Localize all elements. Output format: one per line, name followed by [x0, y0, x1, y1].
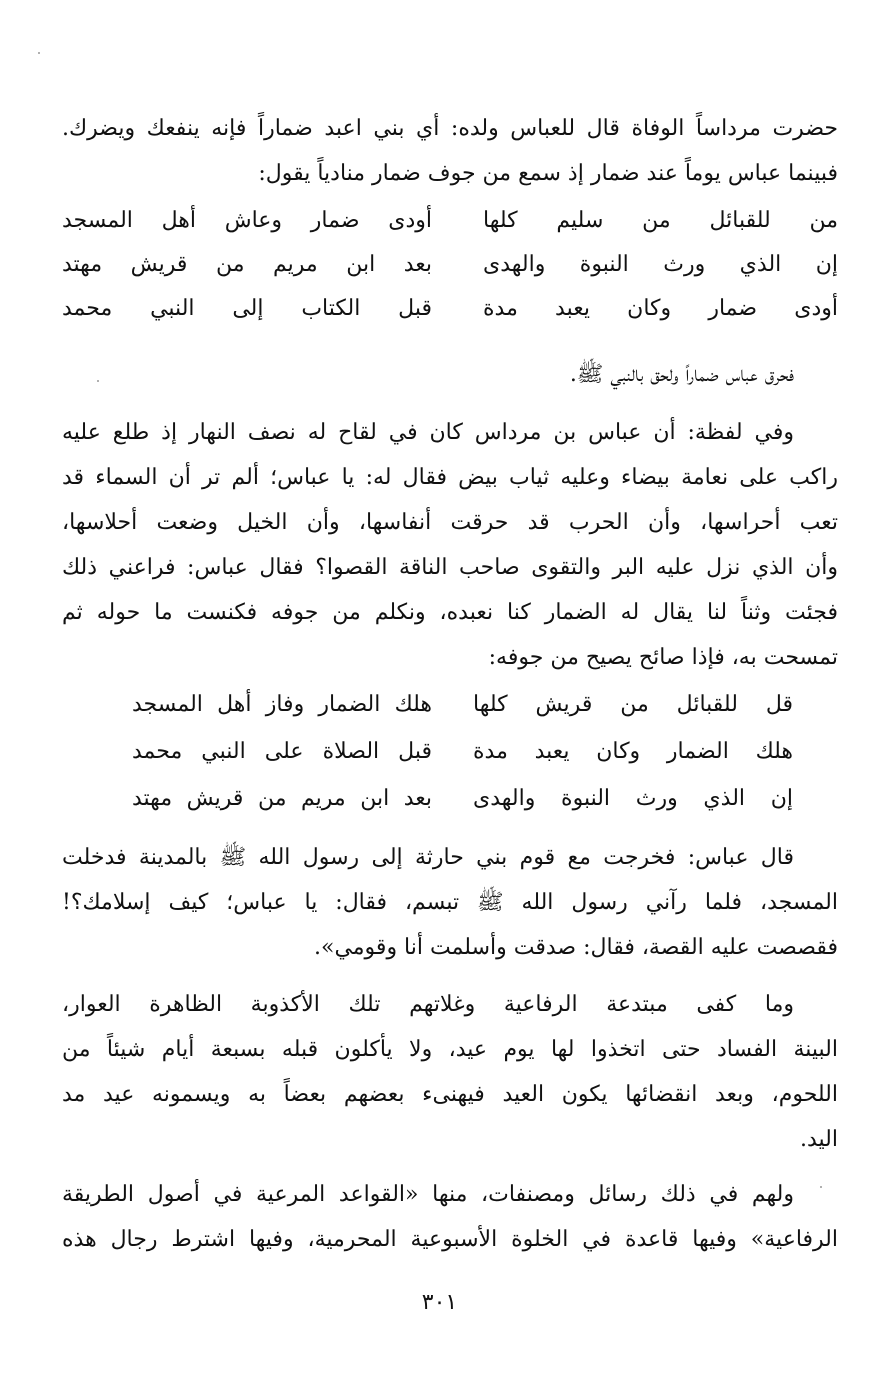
poem-verse	[62, 208, 838, 252]
verse-first-hemistich: من للقبائل من سليم كلها	[483, 208, 838, 233]
text-line: تمسحت به، فإذا صائح يصيح من جوفه:	[488, 645, 838, 670]
verse-second-hemistich: هلك الضمار وفاز أهل المسجد	[132, 692, 432, 717]
poem-verse	[62, 739, 838, 786]
poem-verse	[62, 296, 838, 340]
verse-second-hemistich: بعد ابن مريم من قريش مهتد	[132, 786, 432, 811]
text-line: فحرق عباس ضماراً ولحق بالنبي ﷺ.	[569, 362, 794, 387]
text-line: راكب على نعامة بيضاء وعليه ثياب بيض فقال له: يا عباس؛ ألم تر أن السماء قد	[62, 465, 838, 490]
poem-verse	[62, 692, 838, 739]
text-line: الرفاعية» وفيها قاعدة في الخلوة الأسبوعية المحرمية، وفيها اشترط رجال هذه	[62, 1227, 838, 1252]
text-line: فجئت وثناً لنا يقال له الضمار كنا نعبده، ونكلم من جوفه فكنست ما حوله ثم	[62, 600, 838, 625]
paragraph-1	[62, 106, 838, 196]
text-line: البينة الفساد حتى اتخذوا لها يوم عيد، ولا يأكلون قبله بسبعة أيام شيئاً من	[62, 1037, 838, 1062]
text-line: قال عباس: فخرجت مع قوم بني حارثة إلى رسول الله ﷺ بالمدينة فدخلت	[62, 845, 794, 870]
verse-first-hemistich: إن الذي ورث النبوة والهدى	[483, 252, 838, 277]
text-line: فقصصت عليه القصة، فقال: صدقت وأسلمت أنا وقومي».	[313, 935, 838, 960]
poem-verse	[62, 252, 838, 296]
text-line: ولهم في ذلك رسائل ومصنفات، منها «القواعد المرعية في أصول الطريقة	[62, 1182, 794, 1207]
verse-second-hemistich: أودى ضمار وعاش أهل المسجد	[62, 208, 432, 233]
text-line: المسجد، فلما رآني رسول الله ﷺ تبسم، فقال: يا عباس؛ كيف إسلامك؟!	[62, 890, 838, 915]
text-line: وفي لفظة: أن عباس بن مرداس كان في لقاح له نصف النهار إذ طلع عليه	[62, 420, 794, 445]
text-line: فبينما عباس يوماً عند ضمار إذ سمع من جوف ضمار منادياً يقول:	[258, 161, 838, 186]
text-line: حضرت مرداساً الوفاة قال للعباس ولده: أي بني اعبد ضماراً فإنه ينفعك ويضرك.	[62, 116, 838, 141]
paragraph-3	[62, 835, 838, 970]
scan-speck	[97, 380, 99, 382]
page-number: ٣٠١	[421, 1290, 458, 1315]
text-line: تعب أحراسها، وأن الحرب قد حرقت أنفاسها، وأن الخيل وضعت أحلاسها،	[62, 510, 838, 535]
paragraph-5	[62, 1172, 838, 1262]
verse-second-hemistich: قبل الصلاة على النبي محمد	[132, 739, 432, 764]
verse-first-hemistich: هلك الضمار وكان يعبد مدة	[473, 739, 793, 764]
text-line: اليد.	[800, 1127, 838, 1152]
text-line: اللحوم، وبعد انقضائها يكون العيد فيهنىء بعضهم بعضاً به ويسمونه عيد مد	[62, 1082, 838, 1107]
scan-speck	[820, 1186, 822, 1188]
text-line: وما كفى مبتدعة الرفاعية وغلاتهم تلك الأكذوبة الظاهرة العوار،	[62, 992, 794, 1017]
scan-speck	[38, 52, 40, 54]
paragraph-2	[62, 410, 838, 680]
verse-first-hemistich: إن الذي ورث النبوة والهدى	[473, 786, 793, 811]
text-line: وأن الذي نزل عليه البر والتقوى صاحب الناقة القصوا؟ فقال عباس: فراعني ذلك	[62, 555, 838, 580]
verse-second-hemistich: بعد ابن مريم من قريش مهتد	[62, 252, 432, 277]
verse-first-hemistich: أودى ضمار وكان يعبد مدة	[483, 296, 838, 321]
verse-first-hemistich: قل للقبائل من قريش كلها	[473, 692, 793, 717]
verse-second-hemistich: قبل الكتاب إلى النبي محمد	[62, 296, 432, 321]
poem-1	[62, 208, 838, 340]
paragraph-4	[62, 982, 838, 1162]
paragraph-burn	[62, 352, 838, 397]
poem-verse	[62, 786, 838, 833]
poem-2	[62, 692, 838, 833]
